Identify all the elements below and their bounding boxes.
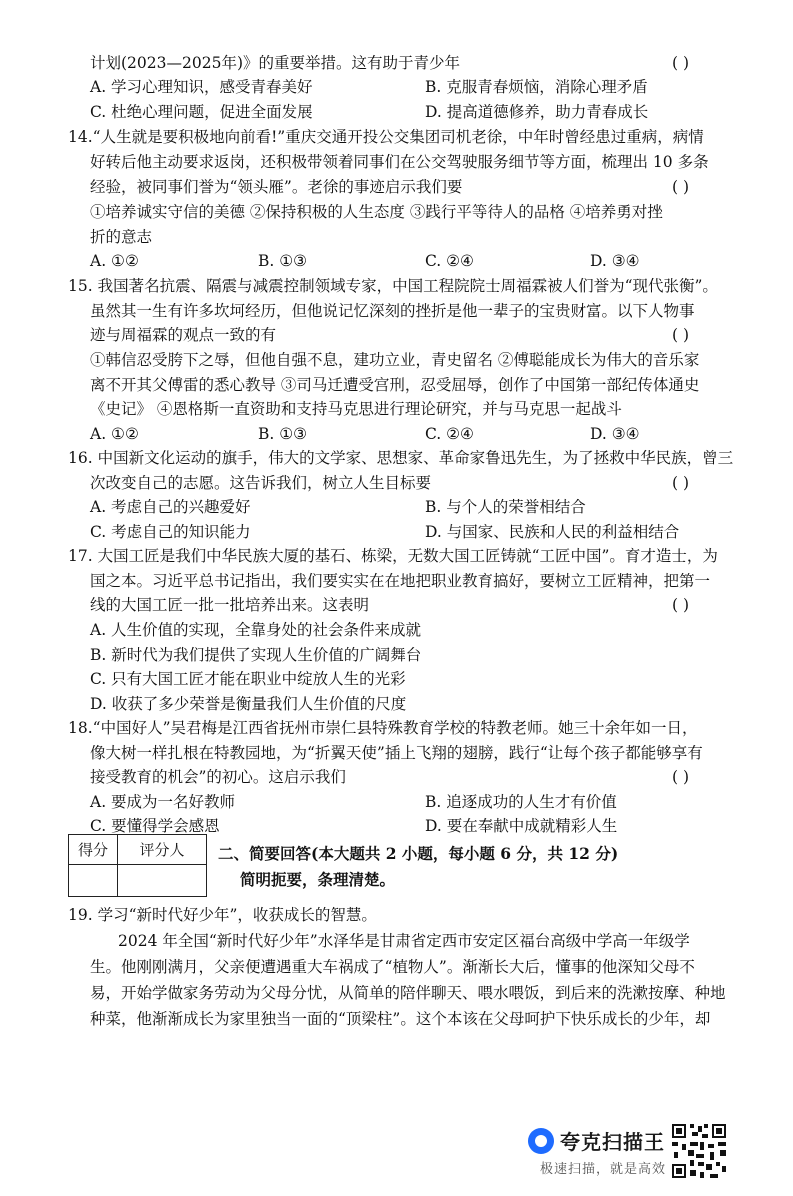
section-2-subtitle: 简明扼要，条理清楚。 (240, 870, 396, 889)
watermark-slogan: 极速扫描，就是高效 (540, 1162, 667, 1177)
section-2-title: 二、简要回答(本大题共 2 小题，每小题 6 分，共 12 分) (218, 844, 619, 863)
q19-line-1: 19. 学习“新时代好少年”，收获成长的智慧。 (68, 906, 377, 924)
q18-line-3: 接受教育的机会”的初心。这启示我们 (90, 768, 346, 786)
q15-option-c: C. ②④ (425, 425, 474, 443)
q19-paragraph-line-3: 易，开始学做家务劳动为父母分忧，从简单的陪伴聊天、喂水喂饭，到后来的洗漱按摩、种地 (90, 984, 726, 1002)
q14-line-1: 14.“人生就是要积极地向前看!”重庆交通开投公交集团司机老徐，中年时曾经患过重病，病情 (68, 128, 704, 146)
q17-line-2: 国之本。习近平总书记指出，我们要实实在在地把职业教育搞好，要树立工匠精神，把第一 (90, 572, 711, 590)
q14-option-b: B. ①③ (258, 252, 308, 270)
watermark-brand-name: 夸克扫描王 (560, 1130, 665, 1154)
q14-line-2: 好转后他主动要求返岗，还积极带领着同事们在公交驾驶服务细节等方面，梳理出 10 多条 (90, 153, 709, 171)
score-header: 得分 (69, 835, 118, 865)
q19-paragraph-line-1: 2024 年全国“新时代好少年”水泽华是甘肃省定西市安定区福台高级中学高一年级学 (118, 932, 690, 950)
q16-line-1: 16. 中国新文化运动的旗手，伟大的文学家、思想家、革命家鲁迅先生，为了拯救中华民族，曾三 (68, 449, 734, 467)
q13-option-d: D. 提高道德修养，助力青春成长 (425, 103, 649, 121)
q13-option-b: B. 克服青春烦恼，消除心理矛盾 (425, 78, 648, 96)
q18-option-b: B. 追逐成功的人生才有价值 (425, 793, 617, 811)
q14-line-4: ①培养诚实守信的美德 ②保持积极的人生态度 ③践行平等待人的品格 ④培养勇对挫 (90, 203, 663, 221)
q17-line-1: 17. 大国工匠是我们中华民族大厦的基石、栋梁，无数大国工匠铸就“工匠中国”。育才造士，为 (68, 547, 718, 565)
q15-line-2: 虽然其一生有许多坎坷经历，但他说记忆深刻的挫折是他一辈子的宝贵财富。以下人物事 (90, 302, 695, 320)
score-cell[interactable] (69, 865, 118, 897)
q17-line-3: 线的大国工匠一批一批培养出来。这表明 (90, 596, 370, 614)
q18-answer-paren: ( ) (672, 768, 690, 786)
qr-code-icon (670, 1122, 728, 1180)
grader-cell[interactable] (118, 865, 207, 897)
q13-stem-tail: 计划(2023—2025年)》的重要举措。这有助于青少年 (90, 54, 460, 72)
q15-line-3: 迹与周福霖的观点一致的有 (90, 326, 277, 344)
q19-paragraph-line-4: 种菜，他渐渐成长为家里独当一面的“顶梁柱”。这个本该在父母呵护下快乐成长的少年，却 (90, 1010, 711, 1028)
q18-line-1: 18.“中国好人”吴君梅是江西省抚州市崇仁县特殊教育学校的特教老师。她三十余年如一日， (68, 719, 698, 737)
q16-option-d: D. 与国家、民族和人民的利益相结合 (425, 523, 680, 541)
q16-line-2: 次改变自己的志愿。这告诉我们，树立人生目标要 (90, 474, 432, 492)
score-table (68, 834, 207, 897)
q15-line-1: 15. 我国著名抗震、隔震与减震控制领域专家，中国工程院院士周福霖被人们誉为“现代张衡”。 (68, 277, 718, 295)
q15-line-6: 《史记》 ④恩格斯一直资助和支持马克思进行理论研究，并与马克思一起战斗 (90, 400, 622, 418)
q18-option-c: C. 要懂得学会感恩 (90, 817, 220, 835)
q15-answer-paren: ( ) (672, 326, 690, 344)
q15-option-b: B. ①③ (258, 425, 308, 443)
q17-option-a: A. 人生价值的实现，全靠身处的社会条件来成就 (90, 621, 422, 639)
q17-option-d: D. 收获了多少荣誉是衡量我们人生价值的尺度 (90, 695, 407, 713)
q19-paragraph-line-2: 生。他刚刚满月，父亲便遭遇重大车祸成了“植物人”。渐渐长大后，懂事的他深知父母不 (90, 958, 695, 976)
q15-line-5: 离不开其父傅雷的悉心教导 ③司马迁遭受宫刑，忍受屈辱，创作了中国第一部纪传体通史 (90, 376, 700, 394)
q13-option-c: C. 杜绝心理问题，促进全面发展 (90, 103, 313, 121)
q14-line-3: 经验，被同事们誉为“领头雁”。老徐的事迹启示我们要 (90, 178, 463, 196)
q15-option-a: A. ①② (90, 425, 139, 443)
q13-option-a: A. 学习心理知识，感受青春美好 (90, 78, 313, 96)
q13-answer-paren: ( ) (672, 54, 690, 72)
q14-answer-paren: ( ) (672, 178, 690, 196)
q16-answer-paren: ( ) (672, 474, 690, 492)
q15-line-4: ①韩信忍受胯下之辱，但他自强不息，建功立业，青史留名 ②傅聪能成长为伟大的音乐家 (90, 351, 700, 369)
q16-option-c: C. 考虑自己的知识能力 (90, 523, 251, 541)
q17-answer-paren: ( ) (672, 596, 690, 614)
q14-option-a: A. ①② (90, 252, 139, 270)
grader-header: 评分人 (118, 835, 207, 865)
q17-option-c: C. 只有大国工匠才能在职业中绽放人生的光彩 (90, 670, 406, 688)
q14-option-d: D. ③④ (590, 252, 640, 270)
q18-line-2: 像大树一样扎根在特教园地，为“折翼天使”插上飞翔的翅膀，践行“让每个孩子都能够享有 (90, 744, 703, 762)
q16-option-b: B. 与个人的荣誉相结合 (425, 498, 586, 516)
q16-option-a: A. 考虑自己的兴趣爱好 (90, 498, 251, 516)
quark-logo-icon (528, 1128, 554, 1154)
q18-option-d: D. 要在奉献中成就精彩人生 (425, 817, 618, 835)
q17-option-b: B. 新时代为我们提供了实现人生价值的广阔舞台 (90, 646, 422, 664)
q14-option-c: C. ②④ (425, 252, 474, 270)
scanner-watermark (520, 1122, 780, 1182)
q18-option-a: A. 要成为一名好教师 (90, 793, 236, 811)
q15-option-d: D. ③④ (590, 425, 640, 443)
q14-line-5: 折的意志 (90, 228, 153, 246)
